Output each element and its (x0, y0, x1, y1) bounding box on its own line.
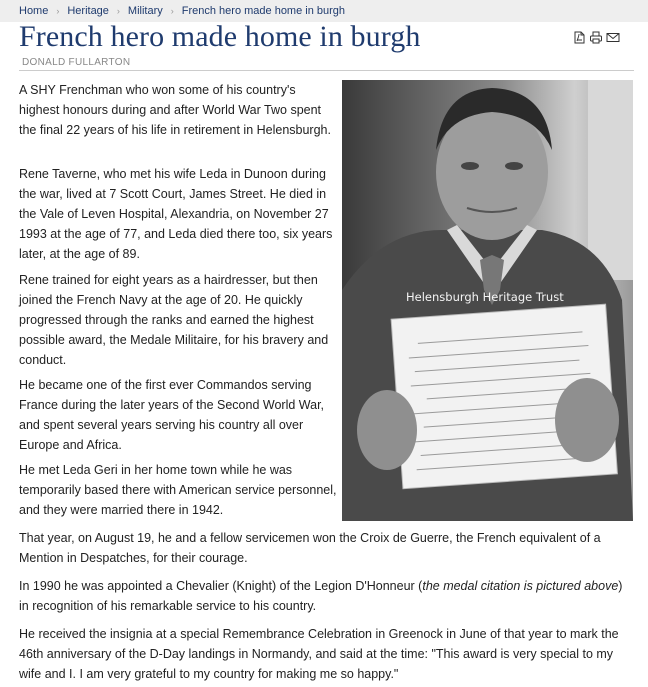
breadcrumb-current: French hero made home in burgh (181, 5, 346, 17)
print-icon[interactable] (589, 31, 603, 44)
paragraph-2: Rene Taverne, who met his wife Leda in Dunoon during the war, lived at 7 Scott Court, James Street. He died in the Vale of Leven Hospital, Alexandria, on November 27 1993 at the age of 77, and Leda died there too, six years later, at the age of 89. (19, 167, 333, 261)
breadcrumb-separator: › (170, 6, 174, 16)
title-divider (19, 70, 634, 71)
paragraph-7 (19, 576, 634, 616)
paragraph-5: He met Leda Geri in her home town while he was temporarily based there with American service personnel, and they were married there in 1942. (19, 463, 337, 517)
article-photo (342, 80, 633, 521)
paragraph-3: Rene trained for eight years as a hairdresser, but then joined the French Navy at the age of 20. He quickly progressed through the ranks and earned the highest possible award, the Medale Militaire, for his bravery and conduct. (19, 273, 329, 367)
breadcrumb-military-link[interactable]: Military (127, 5, 163, 17)
paragraph-1: A SHY Frenchman who won some of his country's highest honours during and after World War Two spent the final 22 years of his life in retirement in Helensburgh. (19, 83, 331, 137)
pdf-icon[interactable] (572, 31, 586, 44)
breadcrumb-separator: › (56, 6, 60, 16)
paragraph-7-text-end: ) in recognition of his remarkable service to his country. (19, 579, 623, 613)
paragraph-7-text: In 1990 he was appointed a Chevalier (Knight) of the Legion D'Honneur ( (19, 579, 423, 593)
author-byline: DONALD FULLARTON (22, 57, 131, 68)
paragraph-6: That year, on August 19, he and a fellow servicemen won the Croix de Guerre, the French equivalent of a Mention in Despatches, for their courage. (19, 531, 601, 565)
article-tools (572, 31, 620, 44)
breadcrumb-heritage-link[interactable]: Heritage (67, 5, 109, 17)
page-title: French hero made home in burgh (19, 20, 421, 53)
paragraph-4: He became one of the first ever Commandos serving France during the later years of the Second World War, and spent several years serving his country all over Europe and Africa. (19, 378, 325, 452)
photo-watermark: Helensburgh Heritage Trust (406, 290, 564, 304)
breadcrumb-separator: › (116, 6, 120, 16)
paragraph-7-citation-note: the medal citation is pictured above (422, 579, 619, 593)
email-icon[interactable] (606, 31, 620, 44)
breadcrumb (0, 0, 648, 22)
breadcrumb-home-link[interactable]: Home (19, 5, 49, 17)
paragraph-8: He received the insignia at a special Remembrance Celebration in Greenock in June of that year to mark the 46th anniversary of the D-Day landings in Normandy, and said at the time: "This award is very special to my wife and I. I am very grateful to my country for making me so happy." (19, 627, 619, 681)
